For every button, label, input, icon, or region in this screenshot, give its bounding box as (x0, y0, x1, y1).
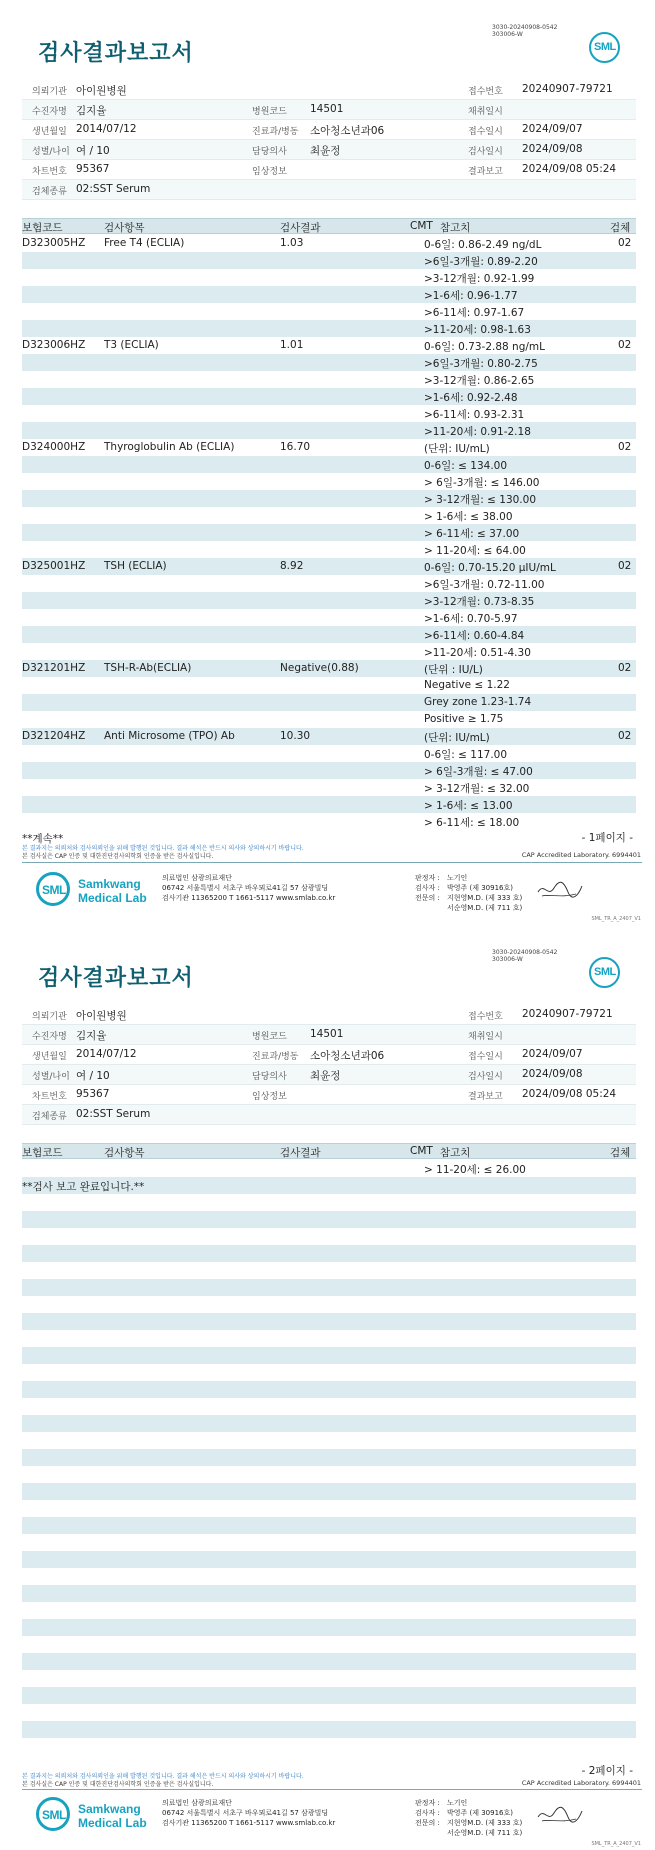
document-id-line-1: 3030-20240908-0542 (492, 24, 558, 31)
table-row (22, 337, 636, 354)
results-table-body (22, 1160, 636, 1755)
address-line-3: 검사기관 11365200 T 1661-5117 www.smlab.co.kr (162, 1819, 336, 1827)
reference-range: >11-20세: 0.51-4.30 (424, 647, 531, 659)
document-id (492, 949, 557, 963)
receipt-date-value: 2024/09/07 (522, 123, 583, 135)
sml-footer-logo-icon (36, 1797, 70, 1831)
department-value: 소아청소년과06 (310, 1050, 385, 1062)
table-row (22, 354, 636, 371)
staff-label-2: 검사자 : (415, 884, 440, 892)
signature-icon (536, 1803, 584, 1827)
logo-text: SML (594, 966, 616, 978)
chart-no-label: 차트번호 (32, 167, 67, 177)
doctor-label: 담당의사 (252, 147, 287, 157)
info-row-3 (22, 1045, 636, 1065)
form-code: SML_TR_A_2407_V1 (591, 916, 641, 922)
test-code: D325001HZ (22, 560, 86, 572)
reference-range: >3-12개월: 0.86-2.65 (424, 375, 535, 387)
reference-range: >11-20세: 0.98-1.63 (424, 324, 531, 336)
test-result: 1.03 (280, 237, 304, 249)
test-date-label: 검사일시 (468, 147, 503, 157)
col-spec-header: 검체 (610, 1147, 631, 1159)
page-number: - 2페이지 - (581, 1765, 633, 1777)
address-line-2: 06742 서울특별시 서초구 바우뫼로41길 57 삼광빌딩 (162, 1809, 329, 1817)
brand-line-1: Samkwang (78, 1802, 141, 1816)
report-date-value: 2024/09/08 05:24 (522, 1088, 617, 1100)
specimen-code: 02 (618, 560, 632, 572)
table-row (22, 1653, 636, 1670)
sex-age-value: 여 / 10 (76, 1070, 110, 1082)
table-row (22, 745, 636, 762)
test-result: 16.70 (280, 441, 311, 453)
patient-info-block (22, 1005, 636, 1125)
info-row-6 (22, 180, 636, 200)
reference-range: > 6일-3개월: ≤ 146.00 (424, 477, 540, 489)
table-row (22, 1381, 636, 1398)
test-code: D321204HZ (22, 730, 86, 742)
results-table-body (22, 235, 636, 830)
info-row-5 (22, 1085, 636, 1105)
table-row (22, 711, 636, 728)
staff-name-1: 노기인 (447, 1799, 468, 1807)
reference-range: 0-6일: 0.73-2.88 ng/mL (424, 341, 545, 353)
clinic-value: 아이원병원 (76, 1010, 127, 1022)
chart-no-value: 95367 (76, 163, 110, 175)
staff-name-3: 지현영M.D. (제 333 호) (447, 1819, 523, 1827)
specimen-label: 검체종류 (32, 187, 67, 197)
reference-range: >3-12개월: 0.73-8.35 (424, 596, 535, 608)
test-result: 1.01 (280, 339, 304, 351)
reference-range: >6일-3개월: 0.80-2.75 (424, 358, 538, 370)
table-row (22, 235, 636, 252)
reference-range: >6일-3개월: 0.89-2.20 (424, 256, 538, 268)
continue-note: **계속** (22, 833, 64, 845)
footer-address (162, 873, 335, 903)
table-row (22, 1245, 636, 1262)
document-id (492, 24, 557, 38)
info-row-6 (22, 1105, 636, 1125)
table-row (22, 1432, 636, 1449)
table-row (22, 490, 636, 507)
patient-value: 김지율 (76, 1030, 107, 1042)
table-row (22, 575, 636, 592)
patient-value: 김지율 (76, 105, 107, 117)
table-row (22, 1687, 636, 1704)
footer-staff-names (447, 1798, 522, 1838)
cap-accreditation: CAP Accredited Laboratory. 6994401 (521, 851, 641, 859)
reference-range: >6-11세: 0.93-2.31 (424, 409, 525, 421)
test-result: 10.30 (280, 730, 311, 742)
staff-name-2: 박영주 (제 30916호) (447, 884, 513, 892)
table-row (22, 626, 636, 643)
specimen-code: 02 (618, 339, 632, 351)
table-row (22, 643, 636, 660)
reference-range: > 1-6세: ≤ 13.00 (424, 800, 513, 812)
test-name: Anti Microsome (TPO) Ab (104, 730, 235, 742)
table-row (22, 1364, 636, 1381)
staff-label-1: 판정자 : (415, 1799, 440, 1807)
table-row (22, 694, 636, 711)
table-row (22, 1500, 636, 1517)
col-name-header: 검사항목 (104, 222, 145, 234)
table-row (22, 609, 636, 626)
col-ref-header: 참고치 (440, 1147, 471, 1159)
footer-address (162, 1798, 335, 1828)
col-result-header: 검사결과 (280, 1147, 321, 1159)
report-title: 검사결과보고서 (38, 40, 194, 65)
table-row (22, 1619, 636, 1636)
staff-name-2: 박영주 (제 30916호) (447, 1809, 513, 1817)
reference-range: Positive ≥ 1.75 (424, 713, 504, 725)
table-row (22, 1330, 636, 1347)
table-row (22, 371, 636, 388)
reference-range: >6일-3개월: 0.72-11.00 (424, 579, 545, 591)
reference-range: > 6-11세: ≤ 18.00 (424, 817, 520, 829)
staff-name-4: 서순영M.D. (제 711 호) (447, 1829, 523, 1837)
specimen-code: 02 (618, 237, 632, 249)
footer-note-1: 본 결과지는 의뢰처와 검사의뢰인을 위해 발행된 것입니다. 결과 해석은 반드시 의사와 상의하시기 바랍니다. (22, 845, 304, 852)
patient-label: 수진자명 (32, 1032, 67, 1042)
table-row (22, 1262, 636, 1279)
department-label: 진료과/병동 (252, 127, 299, 137)
reference-range: 0-6일: ≤ 134.00 (424, 460, 508, 472)
reference-range: >1-6세: 0.92-2.48 (424, 392, 518, 404)
col-name-header: 검사항목 (104, 1147, 145, 1159)
footer-brand (78, 877, 147, 905)
staff-label-1: 판정자 : (415, 874, 440, 882)
doctor-value: 최윤정 (310, 1070, 341, 1082)
test-name: TSH-R-Ab(ECLIA) (104, 662, 192, 674)
table-row (22, 524, 636, 541)
chart-no-label: 차트번호 (32, 1092, 67, 1102)
reference-range: > 6-11세: ≤ 37.00 (424, 528, 520, 540)
address-line-1: 의료법인 삼광의료재단 (162, 1799, 232, 1807)
reference-range: > 3-12개월: ≤ 130.00 (424, 494, 537, 506)
report-title: 검사결과보고서 (38, 965, 194, 990)
reference-range: >6-11세: 0.97-1.67 (424, 307, 525, 319)
specimen-label: 검체종류 (32, 1112, 67, 1122)
table-row (22, 813, 636, 830)
table-row (22, 1160, 636, 1177)
table-row (22, 677, 636, 694)
table-row (22, 269, 636, 286)
col-cmt-header: CMT (410, 1145, 433, 1157)
table-row (22, 1568, 636, 1585)
info-row-3 (22, 120, 636, 140)
footer-divider (22, 862, 642, 863)
table-row (22, 1398, 636, 1415)
table-row (22, 1534, 636, 1551)
col-code-header: 보험코드 (22, 222, 63, 234)
cap-accreditation: CAP Accredited Laboratory. 6994401 (521, 1779, 641, 1787)
table-row (22, 1296, 636, 1313)
info-row-2 (22, 1025, 636, 1045)
receipt-date-label: 접수일시 (468, 1052, 503, 1062)
sml-footer-logo-icon (36, 872, 70, 906)
table-row (22, 320, 636, 337)
table-row (22, 660, 636, 677)
department-value: 소아청소년과06 (310, 125, 385, 137)
address-line-3: 검사기관 11365200 T 1661-5117 www.smlab.co.kr (162, 894, 336, 902)
document-id-line-2: 303006-W (492, 956, 523, 963)
footer-staff-names (447, 873, 522, 913)
table-row (22, 1415, 636, 1432)
receipt-no-label: 접수번호 (468, 87, 503, 97)
table-row (22, 1177, 636, 1194)
table-row (22, 1466, 636, 1483)
table-row (22, 592, 636, 609)
table-row (22, 1228, 636, 1245)
footer-staff-labels (415, 1798, 440, 1828)
staff-label-3: 전문의 : (415, 894, 440, 902)
patient-label: 수진자명 (32, 107, 67, 117)
clinic-value: 아이원병원 (76, 85, 127, 97)
receipt-date-label: 접수일시 (468, 127, 503, 137)
clinic-label: 의뢰기관 (32, 1012, 67, 1022)
staff-name-3: 지현영M.D. (제 333 호) (447, 894, 523, 902)
test-date-label: 검사일시 (468, 1072, 503, 1082)
form-code: SML_TR_A_2407_V1 (591, 1841, 641, 1847)
reference-range: Grey zone 1.23-1.74 (424, 696, 532, 708)
test-result: 8.92 (280, 560, 304, 572)
report-date-label: 결과보고 (468, 1092, 503, 1102)
table-row (22, 456, 636, 473)
info-row-2 (22, 100, 636, 120)
logo-text: SML (594, 41, 616, 53)
reference-range: 0-6일: 0.70-15.20 μIU/mL (424, 562, 556, 574)
test-code: D324000HZ (22, 441, 86, 453)
specimen-value: 02:SST Serum (76, 1108, 151, 1120)
table-row (22, 1602, 636, 1619)
specimen-code: 02 (618, 662, 632, 674)
table-row (22, 252, 636, 269)
staff-name-1: 노기인 (447, 874, 468, 882)
hospital-code-label: 병원코드 (252, 107, 287, 117)
dob-value: 2014/07/12 (76, 1048, 137, 1060)
table-row (22, 558, 636, 575)
report-date-value: 2024/09/08 05:24 (522, 163, 617, 175)
table-row (22, 1313, 636, 1330)
staff-label-2: 검사자 : (415, 1809, 440, 1817)
reference-range: >1-6세: 0.70-5.97 (424, 613, 518, 625)
clinical-info-label: 임상정보 (252, 1092, 287, 1102)
info-row-1 (22, 1005, 636, 1025)
table-row (22, 1585, 636, 1602)
table-row (22, 1211, 636, 1228)
test-code: D323005HZ (22, 237, 86, 249)
receipt-no-value: 20240907-79721 (522, 83, 613, 95)
table-row (22, 1704, 636, 1721)
table-row (22, 473, 636, 490)
footer-staff-labels (415, 873, 440, 903)
table-row (22, 1517, 636, 1534)
table-row (22, 303, 636, 320)
sex-age-label: 성별/나이 (32, 1072, 70, 1082)
document-id-line-1: 3030-20240908-0542 (492, 949, 558, 956)
table-row (22, 541, 636, 558)
reference-range: Negative ≤ 1.22 (424, 679, 510, 691)
table-row (22, 286, 636, 303)
table-row (22, 1483, 636, 1500)
sml-logo-icon (589, 957, 620, 988)
reference-range: > 6일-3개월: ≤ 47.00 (424, 766, 533, 778)
table-row (22, 1738, 636, 1755)
results-table-header (22, 218, 636, 234)
col-cmt-header: CMT (410, 220, 433, 232)
test-name: TSH (ECLIA) (104, 560, 167, 572)
signature-icon (536, 878, 584, 902)
footer-note-1: 본 결과지는 의뢰처와 검사의뢰인을 위해 발행된 것입니다. 결과 해석은 반드시 의사와 상의하시기 바랍니다. (22, 1773, 304, 1780)
clinic-label: 의뢰기관 (32, 87, 67, 97)
reference-range: 0-6일: 0.86-2.49 ng/dL (424, 239, 542, 251)
specimen-code: 02 (618, 441, 632, 453)
address-line-1: 의료법인 삼광의료재단 (162, 874, 232, 882)
test-date-value: 2024/09/08 (522, 1068, 583, 1080)
specimen-code: 02 (618, 730, 632, 742)
table-row (22, 1347, 636, 1364)
page-number: - 1페이지 - (581, 832, 633, 844)
col-code-header: 보험코드 (22, 1147, 63, 1159)
footer-note-2: 본 검사실은 CAP 인증 및 대한진단검사의학회 인증을 받은 검사실입니다. (22, 1781, 214, 1788)
reference-range: > 11-20세: ≤ 64.00 (424, 545, 526, 557)
footer-logo-text: SML (42, 883, 66, 897)
table-row (22, 422, 636, 439)
collection-date-label: 채취일시 (468, 107, 503, 117)
footer-note-2: 본 검사실은 CAP 인증 및 대한진단검사의학회 인증을 받은 검사실입니다. (22, 853, 214, 860)
hospital-code-value: 14501 (310, 103, 344, 115)
doctor-label: 담당의사 (252, 1072, 287, 1082)
receipt-no-label: 접수번호 (468, 1012, 503, 1022)
footer-divider (22, 1789, 642, 1790)
hospital-code-value: 14501 (310, 1028, 344, 1040)
test-date-value: 2024/09/08 (522, 143, 583, 155)
report-date-label: 결과보고 (468, 167, 503, 177)
sex-age-label: 성별/나이 (32, 147, 70, 157)
table-row (22, 1551, 636, 1568)
table-row (22, 1636, 636, 1653)
reference-range: > 11-20세: ≤ 26.00 (424, 1164, 526, 1176)
table-row (22, 1721, 636, 1738)
reference-range: 0-6일: ≤ 117.00 (424, 749, 508, 761)
reference-range: > 1-6세: ≤ 38.00 (424, 511, 513, 523)
chart-no-value: 95367 (76, 1088, 110, 1100)
reference-range: (단위 : IU/L) (424, 664, 483, 676)
table-row (22, 1449, 636, 1466)
staff-name-4: 서순영M.D. (제 711 호) (447, 904, 523, 912)
table-row (22, 796, 636, 813)
reference-range: >3-12개월: 0.92-1.99 (424, 273, 535, 285)
table-row (22, 728, 636, 745)
report-page-2 (0, 925, 655, 1850)
footer-logo-text: SML (42, 1808, 66, 1822)
test-name: Free T4 (ECLIA) (104, 237, 185, 249)
info-row-4 (22, 140, 636, 160)
reference-range: >1-6세: 0.96-1.77 (424, 290, 518, 302)
test-name: T3 (ECLIA) (104, 339, 159, 351)
receipt-no-value: 20240907-79721 (522, 1008, 613, 1020)
reference-range: (단위: IU/mL) (424, 732, 490, 744)
dob-label: 생년월일 (32, 1052, 67, 1062)
dob-value: 2014/07/12 (76, 123, 137, 135)
doctor-value: 최윤정 (310, 145, 341, 157)
clinical-info-label: 임상정보 (252, 167, 287, 177)
reference-range: >6-11세: 0.60-4.84 (424, 630, 525, 642)
test-name: Thyroglobulin Ab (ECLIA) (104, 441, 235, 453)
table-row (22, 762, 636, 779)
brand-line-1: Samkwang (78, 877, 141, 891)
receipt-date-value: 2024/09/07 (522, 1048, 583, 1060)
patient-info-block (22, 80, 636, 200)
department-label: 진료과/병동 (252, 1052, 299, 1062)
info-row-5 (22, 160, 636, 180)
sml-logo-icon (589, 32, 620, 63)
reference-range: (단위: IU/mL) (424, 443, 490, 455)
staff-label-3: 전문의 : (415, 1819, 440, 1827)
table-row (22, 405, 636, 422)
table-row (22, 507, 636, 524)
table-row (22, 1279, 636, 1296)
info-row-4 (22, 1065, 636, 1085)
reference-range: >11-20세: 0.91-2.18 (424, 426, 531, 438)
table-row (22, 1194, 636, 1211)
table-row (22, 439, 636, 456)
col-spec-header: 검체 (610, 222, 631, 234)
table-row (22, 388, 636, 405)
col-ref-header: 참고치 (440, 222, 471, 234)
sex-age-value: 여 / 10 (76, 145, 110, 157)
results-table-header (22, 1143, 636, 1159)
reference-range: > 3-12개월: ≤ 32.00 (424, 783, 530, 795)
footer-brand (78, 1802, 147, 1830)
address-line-2: 06742 서울특별시 서초구 바우뫼로41길 57 삼광빌딩 (162, 884, 329, 892)
brand-line-2: Medical Lab (78, 891, 147, 905)
hospital-code-label: 병원코드 (252, 1032, 287, 1042)
info-row-1 (22, 80, 636, 100)
table-row (22, 1670, 636, 1687)
table-row (22, 779, 636, 796)
specimen-value: 02:SST Serum (76, 183, 151, 195)
test-code: D321201HZ (22, 662, 86, 674)
test-result: Negative(0.88) (280, 662, 359, 674)
document-id-line-2: 303006-W (492, 31, 523, 38)
brand-line-2: Medical Lab (78, 1816, 147, 1830)
col-result-header: 검사결과 (280, 222, 321, 234)
test-code: D323006HZ (22, 339, 86, 351)
collection-date-label: 채취일시 (468, 1032, 503, 1042)
report-complete-note: **검사 보고 완료입니다.** (22, 1181, 145, 1193)
dob-label: 생년월일 (32, 127, 67, 137)
